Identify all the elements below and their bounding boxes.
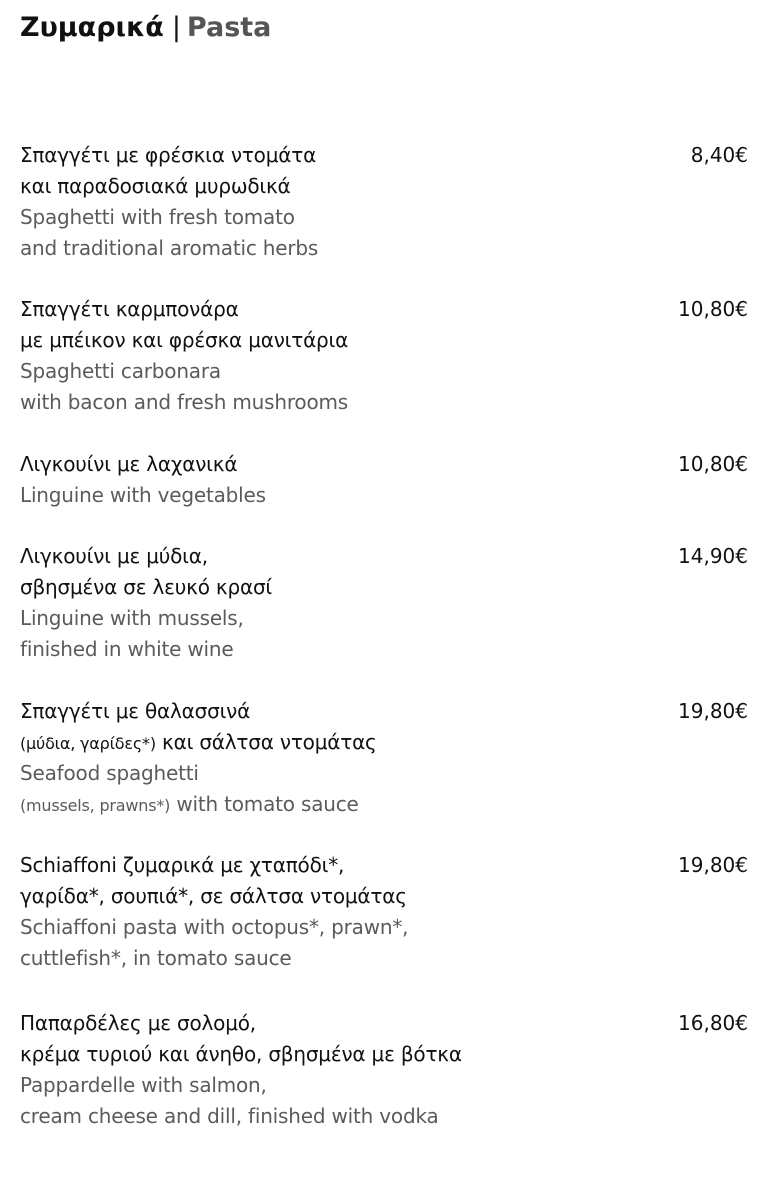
item-greek-line: με μπέικον και φρέσκα μανιτάρια xyxy=(20,328,349,352)
item-english-line xyxy=(20,789,748,820)
item-english-line: cuttlefish*, in tomato sauce xyxy=(20,946,292,970)
menu-item xyxy=(20,850,748,974)
item-english-line: Spaghetti carbonara xyxy=(20,359,221,383)
heading-separator: | xyxy=(171,12,181,43)
item-english-line: Seafood spaghetti xyxy=(20,761,199,785)
item-greek-line-rest: και σάλτσα ντομάτας xyxy=(155,730,377,754)
menu-item xyxy=(20,294,748,418)
item-price: 10,80€ xyxy=(678,452,748,476)
item-english-line: Linguine with mussels, xyxy=(20,606,244,630)
item-price: 14,90€ xyxy=(678,544,748,568)
item-greek-line: γαρίδα*, σουπιά*, σε σάλτσα ντομάτας xyxy=(20,884,407,908)
item-greek-line: και παραδοσιακά μυρωδικά xyxy=(20,174,291,198)
item-greek-line: Σπαγγέτι με φρέσκια ντομάτα xyxy=(20,143,317,167)
menu-item xyxy=(20,696,748,820)
item-price: 8,40€ xyxy=(690,143,748,167)
item-greek-line: Παπαρδέλες με σολομό, xyxy=(20,1011,256,1035)
item-greek-line xyxy=(20,727,748,758)
item-english-line: with bacon and fresh mushrooms xyxy=(20,390,348,414)
item-price: 19,80€ xyxy=(678,699,748,723)
menu-item xyxy=(20,449,748,511)
item-price: 19,80€ xyxy=(678,853,748,877)
item-english-line: Pappardelle with salmon, xyxy=(20,1073,267,1097)
item-greek-line: σβησμένα σε λευκό κρασί xyxy=(20,575,272,599)
item-price: 10,80€ xyxy=(678,297,748,321)
item-english-line-rest: with tomato sauce xyxy=(170,792,359,816)
item-greek-line: Σπαγγέτι με θαλασσινά xyxy=(20,699,251,723)
item-english-line: finished in white wine xyxy=(20,637,234,661)
menu-item xyxy=(20,1008,748,1132)
item-english-line: and traditional aromatic herbs xyxy=(20,236,319,260)
menu-section-heading xyxy=(20,10,271,46)
item-english-line: Spaghetti with fresh tomato xyxy=(20,205,295,229)
item-greek-line: Λιγκουίνι με λαχανικά xyxy=(20,452,238,476)
item-greek-note: (μύδια, γαρίδες*) xyxy=(20,734,156,753)
menu-item xyxy=(20,541,748,665)
menu-item xyxy=(20,140,748,264)
item-greek-line: Λιγκουίνι με μύδια, xyxy=(20,544,208,568)
item-english-line: Linguine with vegetables xyxy=(20,483,266,507)
item-english-note: (mussels, prawns*) xyxy=(20,796,171,815)
item-greek-line: κρέμα τυριού και άνηθο, σβησμένα με βότκα xyxy=(20,1042,462,1066)
item-price: 16,80€ xyxy=(678,1011,748,1035)
item-english-line: Schiaffoni pasta with octopus*, prawn*, xyxy=(20,915,409,939)
heading-english: Pasta xyxy=(186,12,272,43)
item-greek-line: Σπαγγέτι καρμπονάρα xyxy=(20,297,239,321)
heading-greek: Ζυμαρικά xyxy=(20,12,164,43)
item-english-line: cream cheese and dill, finished with vodka xyxy=(20,1104,439,1128)
item-greek-line: Schiaffoni ζυμαρικά με χταπόδι*, xyxy=(20,853,345,877)
